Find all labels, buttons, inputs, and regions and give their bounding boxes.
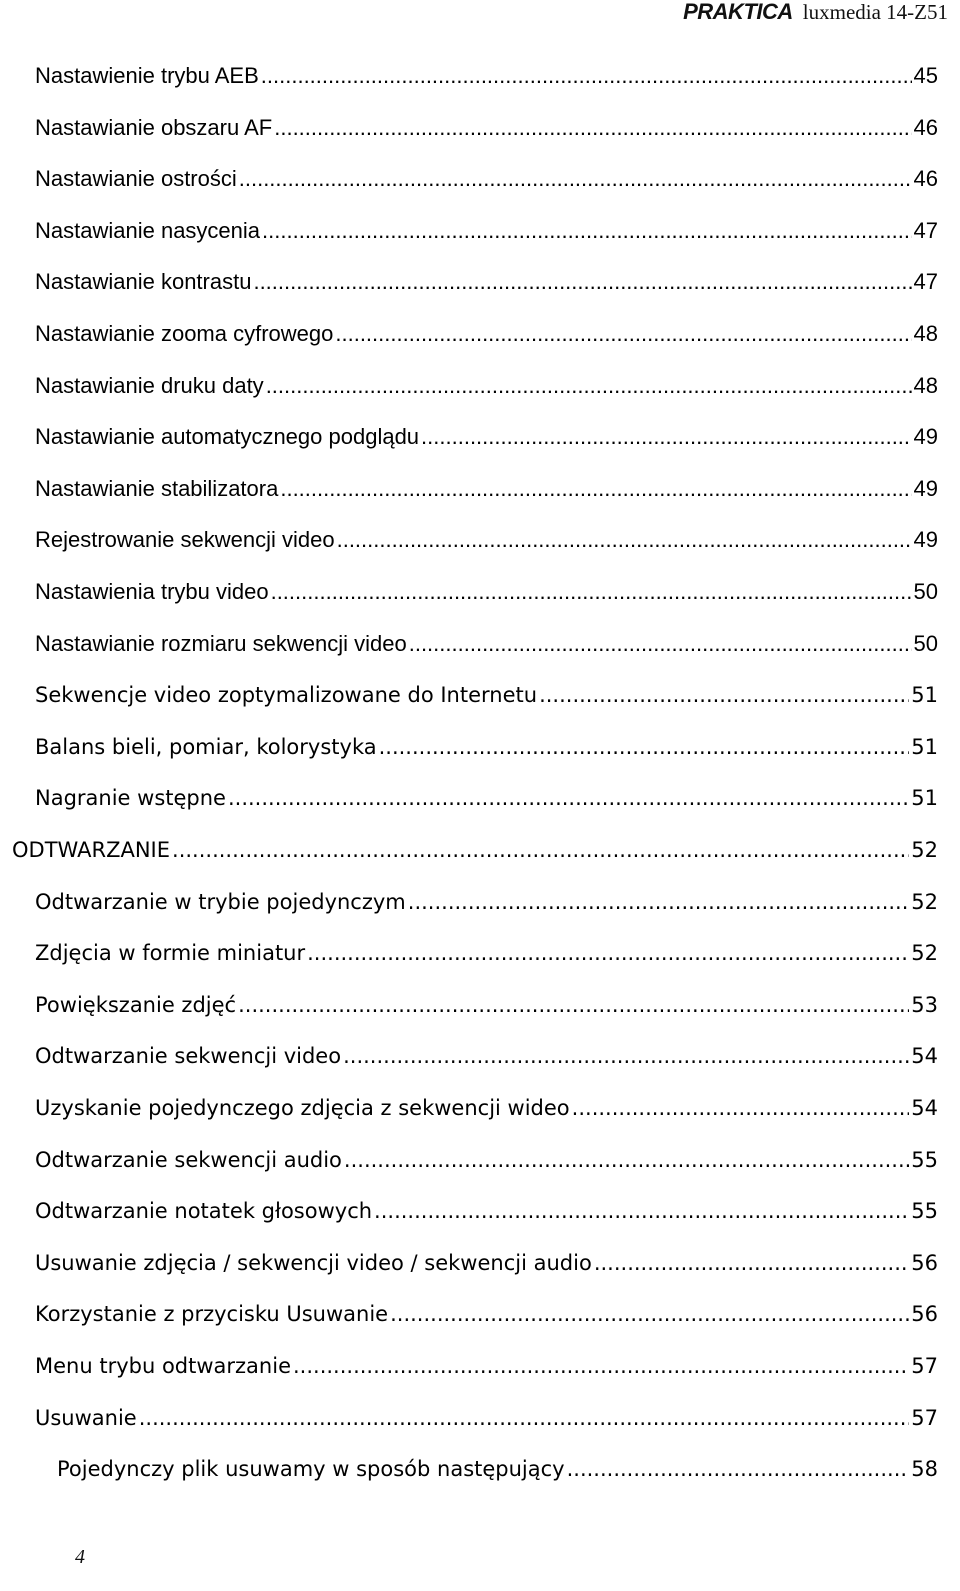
toc-entry-page: 56 [911,1250,938,1275]
toc-entry[interactable] [0,812,960,864]
toc-entry-title: Nastawianie kontrastu [35,269,252,295]
toc-entry-title: Balans bieli, pomiar, kolorystyka [35,734,377,759]
toc-entry-title: Odtwarzanie sekwencji video [35,1044,342,1069]
toc-leader-dots [139,1404,910,1432]
toc-entry-title: Nastawianie automatycznego podglądu [35,424,420,450]
toc-entry-page: 55 [911,1199,938,1224]
toc-leader-dots [572,1094,910,1122]
toc-entry[interactable] [0,1276,960,1328]
toc-entry-page: 48 [913,372,938,398]
toc-entry[interactable] [0,554,960,606]
toc-entry-page: 50 [913,630,938,656]
toc-entry[interactable] [0,141,960,193]
toc-entry-page: 50 [913,579,938,604]
toc-entry[interactable] [0,451,960,503]
toc-entry-title: Usuwanie [35,1405,137,1430]
toc-entry[interactable] [0,348,960,400]
toc-leader-dots [239,165,912,193]
toc-entry[interactable] [0,967,960,1019]
toc-entry-title: Usuwanie zdjęcia / sekwencji video / sekwencji audio [35,1250,592,1275]
toc-entry-title: Nagranie wstępne [35,786,226,811]
toc-entry-title: Rejestrowanie sekwencji video [35,527,335,553]
toc-entry[interactable] [0,244,960,296]
brand-logo: PRAKTICA [683,0,793,24]
toc-entry-page: 45 [913,63,938,88]
toc-leader-dots [274,114,911,142]
toc-entry-title: Nastawianie ostrości [35,166,237,192]
toc-entry-page: 57 [911,1405,938,1430]
toc-leader-dots [261,62,912,90]
toc-entry-page: 51 [911,786,938,811]
toc-entry[interactable] [0,1122,960,1174]
toc-entry-title: Menu trybu odtwarzanie [35,1354,291,1378]
toc-entry[interactable] [0,760,960,812]
toc-entry[interactable] [0,606,960,658]
toc-leader-dots [408,888,910,916]
toc-leader-dots [409,630,912,658]
toc-entry-page: 53 [911,992,938,1017]
toc-entry-page: 46 [913,114,938,140]
toc-entry-page: 47 [913,269,938,295]
toc-entry-title: Zdjęcia w formie miniatur [35,941,306,966]
toc-entry-page: 49 [913,424,938,450]
toc-entry-page: 57 [911,1354,938,1378]
toc-leader-dots [421,423,911,451]
toc-leader-dots [228,784,909,812]
toc-leader-dots [280,475,911,503]
model-name: luxmedia 14-Z51 [802,0,948,24]
toc-entry-page: 58 [911,1457,938,1482]
toc-entry-page: 49 [913,527,938,553]
toc-leader-dots [262,217,911,245]
toc-entry[interactable] [0,502,960,554]
toc-leader-dots [594,1249,909,1277]
toc-leader-dots [343,1042,909,1070]
toc-entry-page: 52 [911,889,938,914]
toc-entry[interactable] [0,657,960,709]
toc-entry-title: Nastawienia trybu video [35,579,269,604]
toc-entry-title: Nastawianie zooma cyfrowego [35,321,334,346]
toc-leader-dots [337,526,912,554]
toc-entry-title: Odtwarzanie w trybie pojedynczym [35,889,406,914]
toc-entry[interactable] [0,1018,960,1070]
toc-entry-title: Nastawianie nasycenia [35,217,261,243]
toc-leader-dots [253,268,911,296]
toc-entry[interactable] [0,90,960,142]
toc-entry-page: 47 [913,217,938,243]
toc-entry-title: Odtwarzanie sekwencji audio [35,1147,342,1172]
toc-leader-dots [344,1146,909,1174]
toc-entry-title: Odtwarzanie notatek głosowych [35,1199,373,1224]
toc-entry-page: 54 [911,1096,938,1120]
toc-entry-title: Nastawianie druku daty [35,372,264,398]
page-header [683,0,948,24]
toc-leader-dots [374,1197,909,1225]
toc-entry-title: Powiększanie zdjęć [35,992,237,1017]
toc-entry-page: 54 [911,1044,938,1069]
toc-entry[interactable] [0,915,960,967]
toc-entry[interactable] [0,864,960,916]
toc-entry[interactable] [0,1380,960,1432]
toc-leader-dots [390,1300,909,1328]
toc-entry-page: 51 [911,683,938,708]
toc-entry-page: 51 [911,734,938,759]
toc-entry-page: 46 [913,166,938,192]
toc-entry-page: 49 [913,475,938,501]
page-number: 4 [75,1546,85,1568]
toc-leader-dots [266,372,912,400]
toc-leader-dots [307,939,909,967]
toc-entry-title: ODTWARZANIE [12,838,171,862]
toc-entry-title: Uzyskanie pojedynczego zdjęcia z sekwencji wideo [35,1096,570,1120]
toc-entry-page: 52 [911,838,938,862]
toc-entry[interactable] [0,1225,960,1277]
toc-entry-title: Nastawienie trybu AEB [35,63,259,88]
toc-leader-dots [539,681,909,709]
toc-entry-page: 48 [913,321,938,346]
toc-leader-dots [567,1455,910,1483]
toc-entry[interactable] [0,399,960,451]
toc-entry-page: 52 [911,941,938,966]
toc-entry[interactable] [0,1173,960,1225]
toc-entry-title: Nastawianie rozmiaru sekwencji video [35,630,407,656]
toc-entry-title: Nastawianie obszaru AF [35,114,273,140]
toc-leader-dots [271,578,912,606]
toc-entry-title: Sekwencje video zoptymalizowane do Internetu [35,683,538,708]
toc-entry[interactable] [0,38,960,90]
toc-leader-dots [172,836,909,864]
toc-entry-page: 55 [911,1147,938,1172]
toc-leader-dots [293,1352,909,1380]
toc-leader-dots [379,733,910,761]
toc-entry-page: 56 [911,1302,938,1327]
toc-leader-dots [335,320,911,348]
toc-entry[interactable] [0,193,960,245]
toc-leader-dots [238,991,909,1019]
toc-entry-title: Korzystanie z przycisku Usuwanie [35,1302,389,1327]
toc-entry[interactable] [0,1328,960,1380]
toc-entry[interactable] [0,709,960,761]
toc-entry[interactable] [0,1070,960,1122]
toc-entry[interactable] [0,1431,960,1483]
toc-entry[interactable] [0,296,960,348]
toc-entry-title: Pojedynczy plik usuwamy w sposób następujący [57,1457,565,1482]
toc-entry-title: Nastawianie stabilizatora [35,475,279,501]
